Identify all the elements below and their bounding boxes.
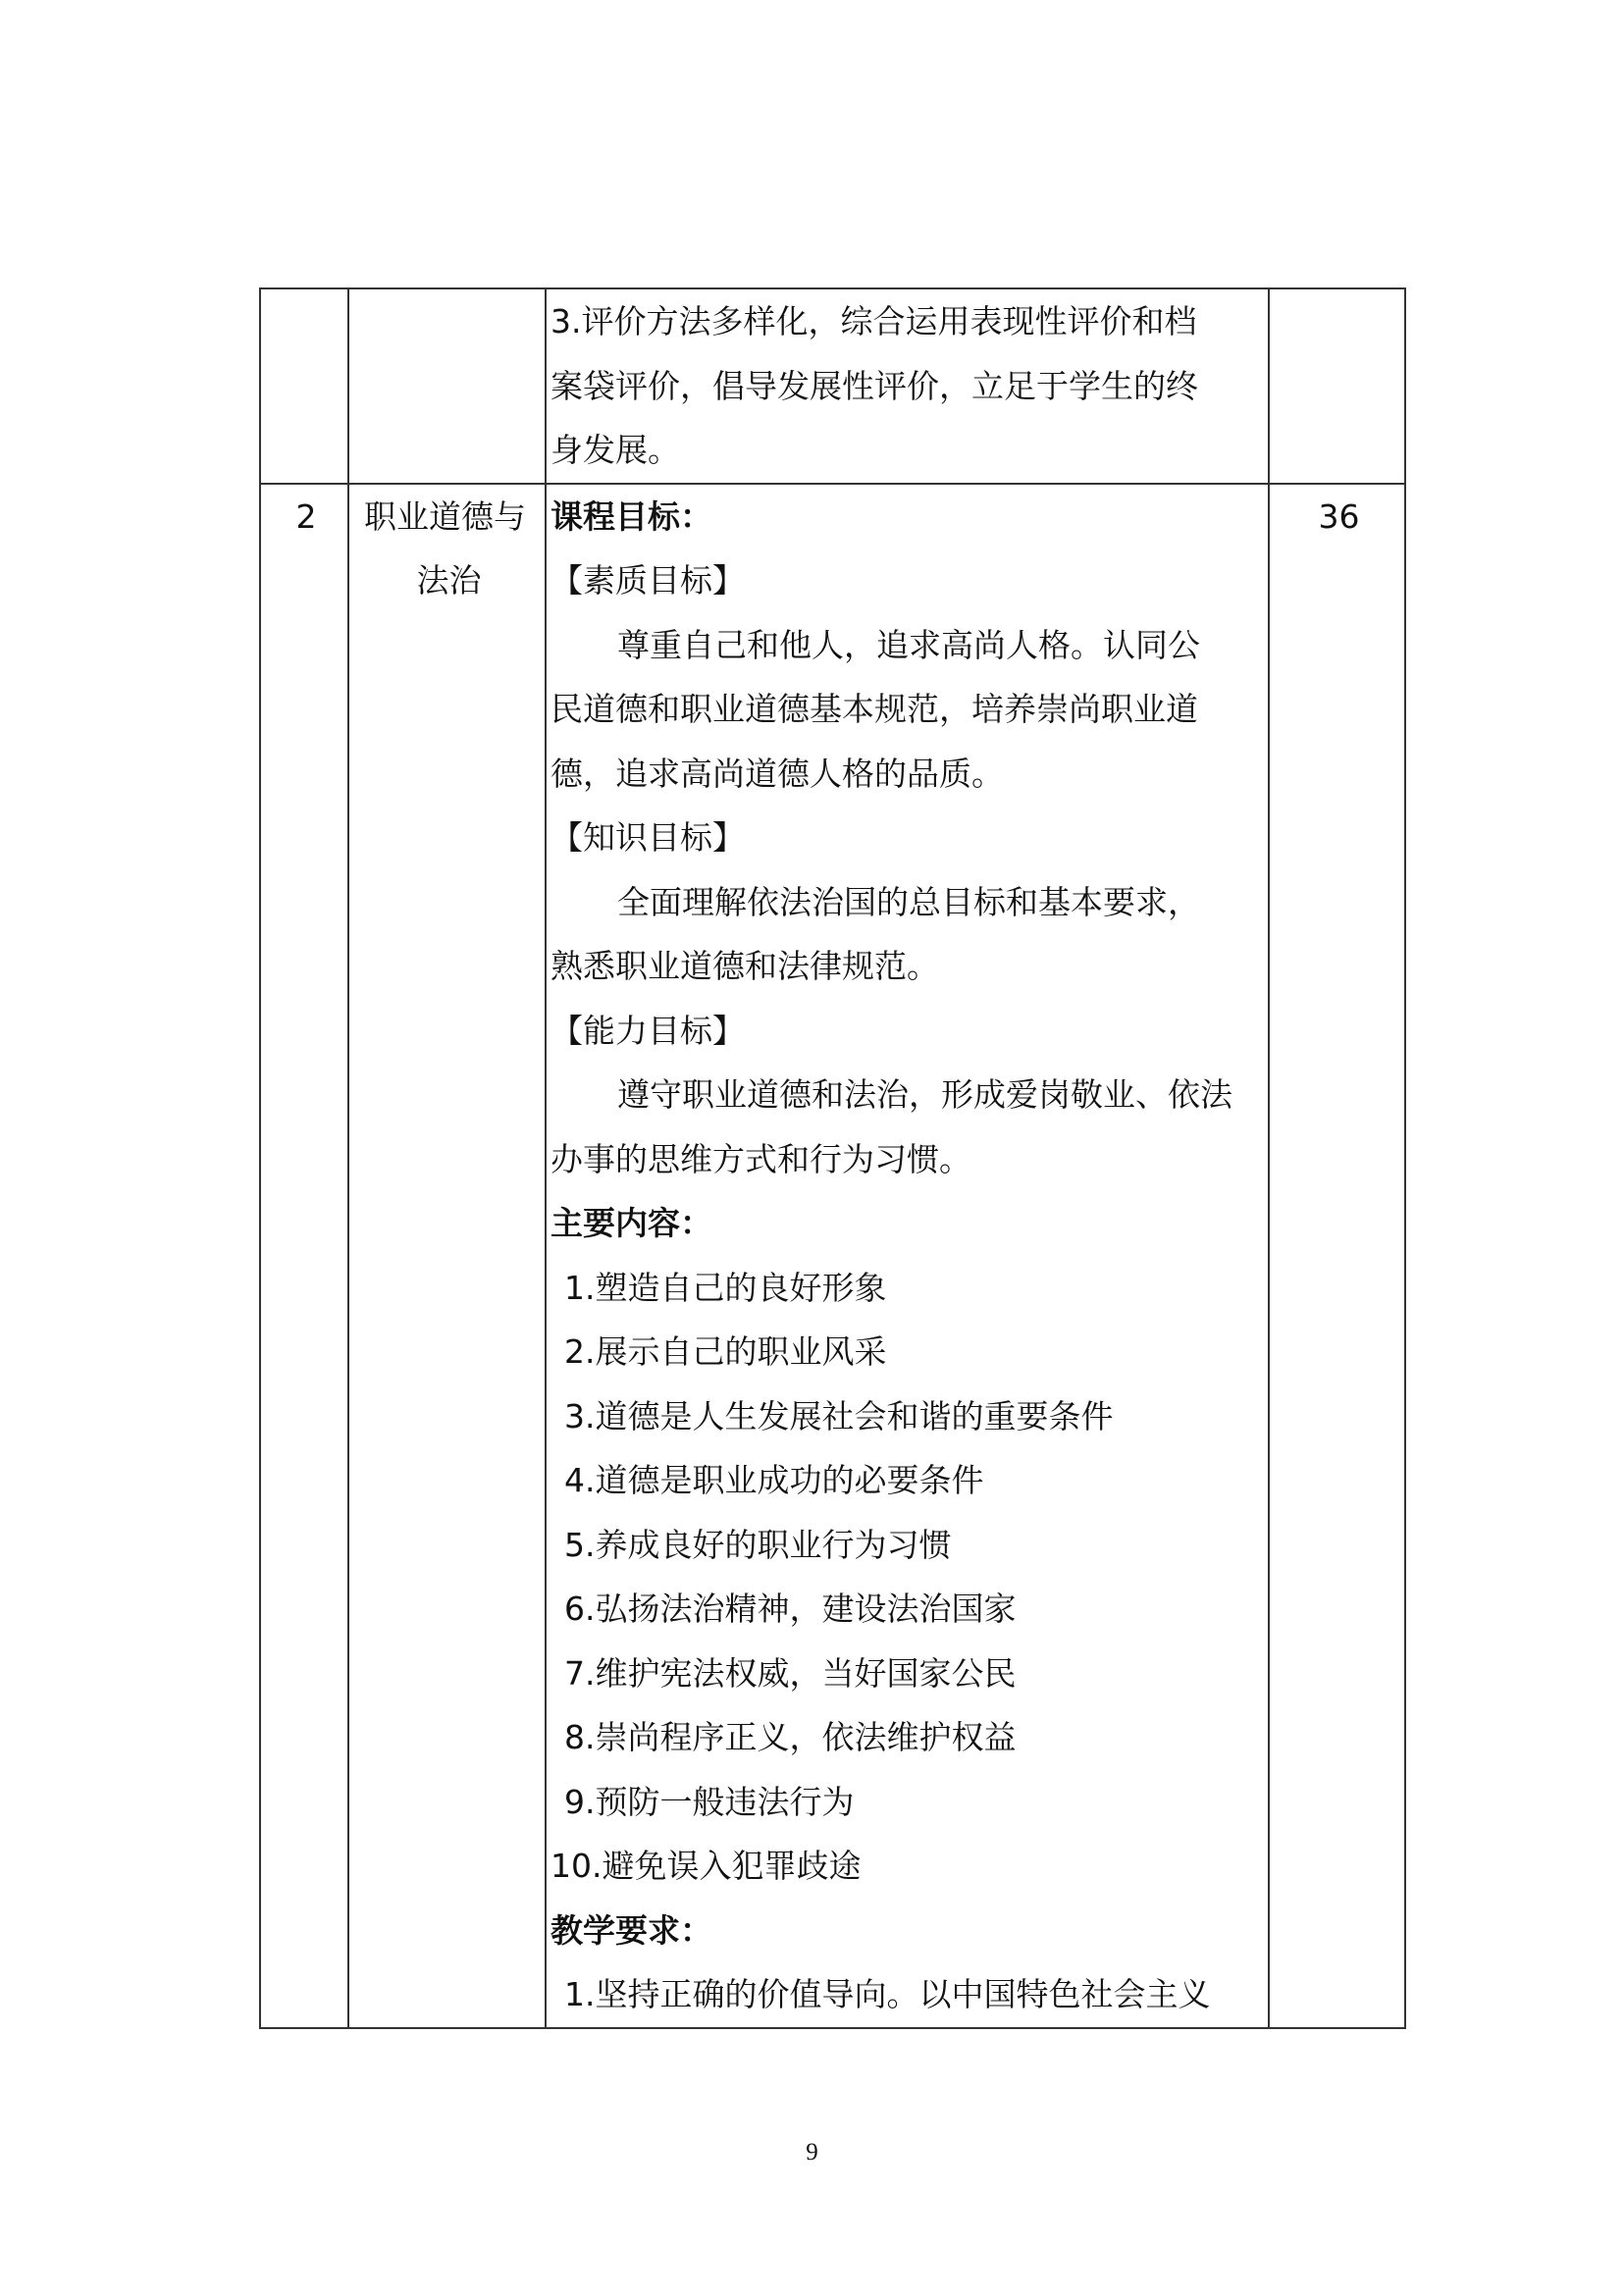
- knowledge-heading: 【知识目标】: [550, 818, 745, 857]
- requirements-heading: 教学要求：: [550, 1910, 712, 1950]
- list-item: 7.维护宪法权威，当好国家公民: [564, 1653, 1017, 1693]
- list-item: 3.道德是人生发展社会和谐的重要条件: [564, 1396, 1114, 1435]
- page-number: 9: [806, 2139, 818, 2165]
- course-table: [259, 287, 1406, 2029]
- list-item: 8.崇尚程序正义，依法维护权益: [564, 1718, 1017, 1756]
- content-cell: [546, 484, 1269, 2028]
- text-line: 办事的思维方式和行为习惯。: [550, 1139, 971, 1178]
- text-line: 3.评价方法多样化，综合运用表现性评价和档: [550, 302, 1197, 340]
- list-item: 6.弘扬法治精神，建设法治国家: [564, 1590, 1017, 1628]
- hours-cell: [1269, 484, 1405, 2028]
- hours-value: 36: [1318, 496, 1360, 536]
- text-line: 全面理解依法治国的总目标和基本要求，: [617, 882, 1200, 921]
- hours-cell: [1269, 288, 1405, 484]
- list-item: 2.展示自己的职业风采: [564, 1332, 887, 1371]
- course-name-cell: [348, 288, 546, 484]
- course-name-cell: [348, 484, 546, 2028]
- text-line: 熟悉职业道德和法律规范。: [550, 947, 939, 985]
- row-index: 2: [295, 496, 317, 536]
- text-line: 民道德和职业道德基本规范，培养崇尚职业道: [550, 690, 1198, 728]
- table-row: [260, 288, 1405, 484]
- text-line: 身发展。: [550, 431, 680, 469]
- text-line: 案袋评价，倡导发展性评价，立足于学生的终: [550, 366, 1198, 405]
- table-row: [260, 484, 1405, 2028]
- list-item: 1.塑造自己的良好形象: [564, 1268, 887, 1307]
- text-line: 遵守职业道德和法治，形成爱岗敬业、依法: [617, 1075, 1232, 1114]
- content-heading: 主要内容：: [550, 1204, 712, 1242]
- list-item: 9.预防一般违法行为: [564, 1782, 855, 1821]
- text-line: 尊重自己和他人，追求高尚人格。认同公: [617, 625, 1200, 664]
- course-name-line1: 职业道德与: [364, 496, 526, 536]
- goals-heading: 课程目标：: [550, 496, 712, 536]
- index-cell: [260, 288, 348, 484]
- list-item: 5.养成良好的职业行为习惯: [564, 1525, 952, 1564]
- text-line: 德，追求高尚道德人格的品质。: [550, 754, 1004, 793]
- list-item: 4.道德是职业成功的必要条件: [564, 1461, 984, 1499]
- list-item: 10.避免误入犯罪歧途: [550, 1847, 862, 1885]
- quality-heading: 【素质目标】: [550, 561, 745, 600]
- text-line: 1.坚持正确的价值导向。以中国特色社会主义: [564, 1975, 1211, 2013]
- content-cell: [546, 288, 1269, 484]
- index-cell: [260, 484, 348, 2028]
- course-name-line2: 法治: [416, 561, 482, 600]
- ability-heading: 【能力目标】: [550, 1011, 745, 1050]
